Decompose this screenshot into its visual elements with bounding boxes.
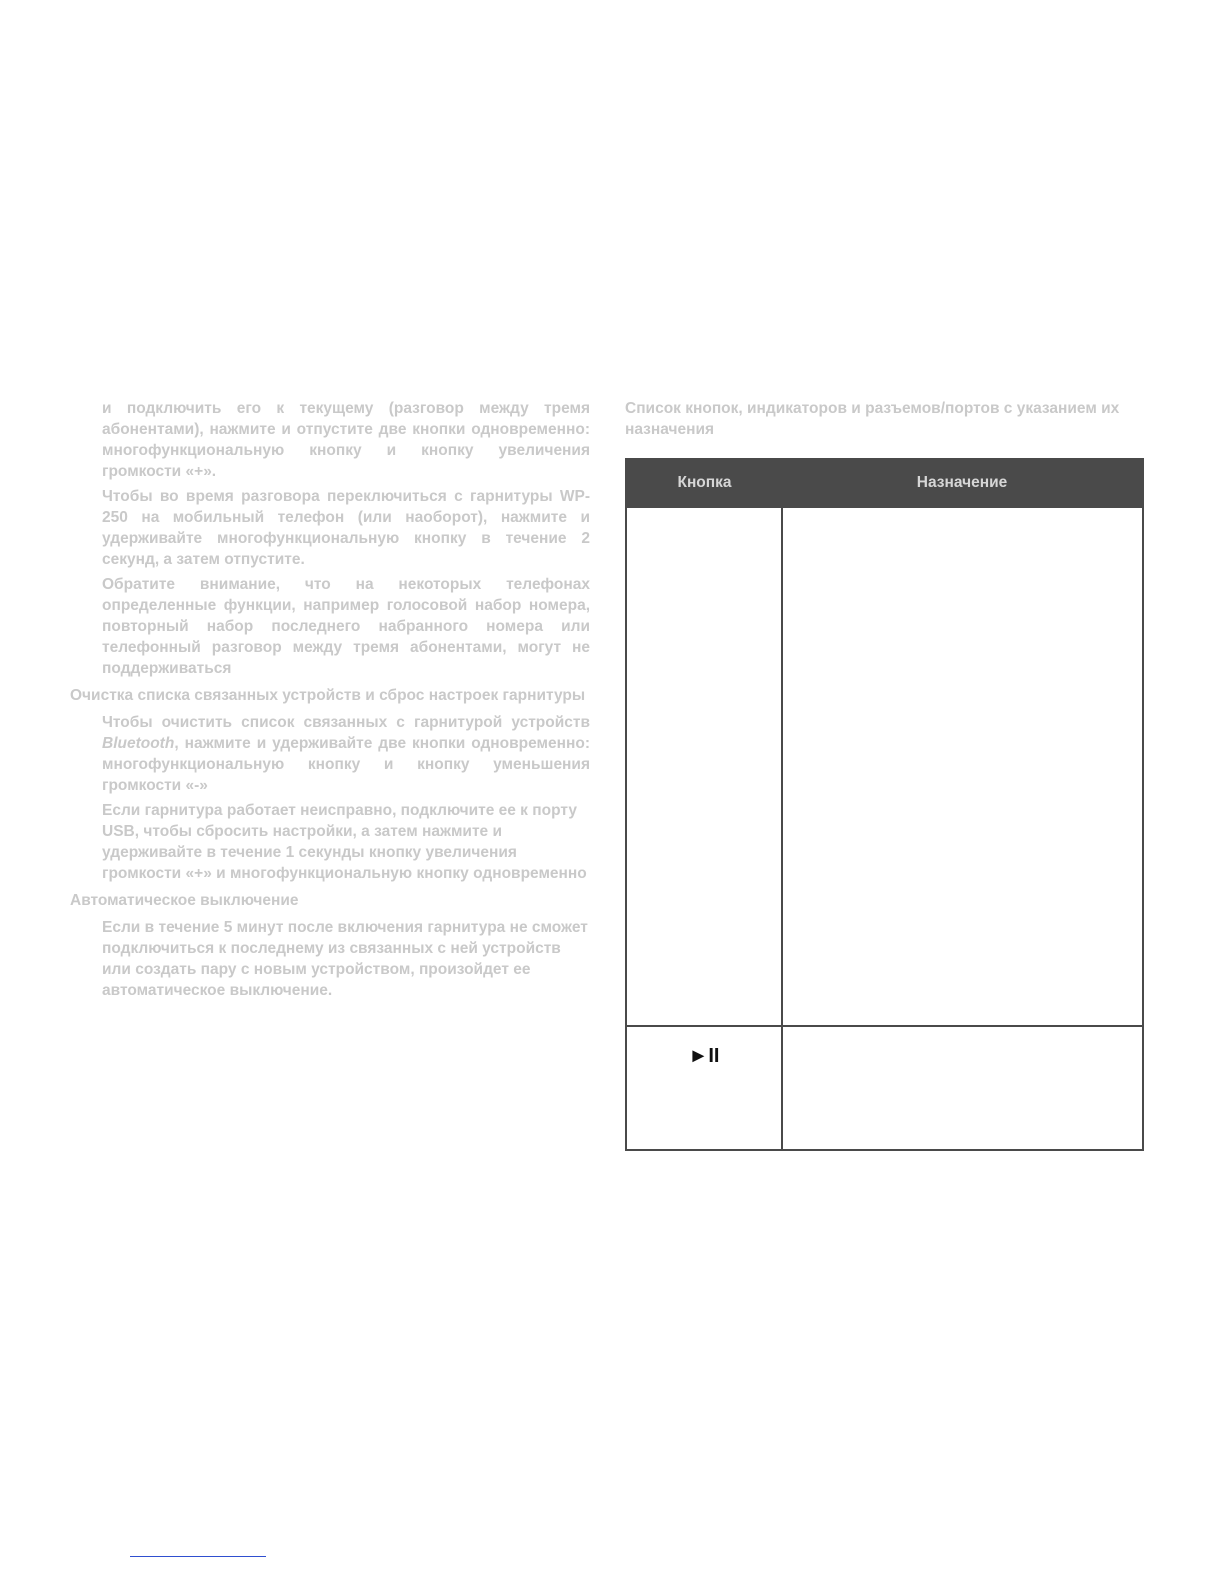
play-pause-icon: ►II	[688, 1045, 720, 1067]
footer-link-underline	[130, 1556, 266, 1557]
table-cell-purpose	[782, 1026, 1143, 1150]
clear-list-text-start: Чтобы очистить список связанных с гарнитурой устройств	[102, 714, 590, 731]
table-row	[626, 507, 1143, 1026]
paragraph-note-functions: Обратите внимание, что на некоторых телефонах определенные функции, например голосовой набор номера, повторный набор последнего набранного номера или телефонный разговор между тремя абонентами, могут не поддерживаться	[102, 576, 590, 677]
bluetooth-term: Bluetooth	[102, 735, 175, 752]
table-cell-button	[626, 507, 782, 1026]
table-cell-button	[626, 1026, 782, 1150]
table-row	[626, 1026, 1143, 1150]
buttons-table	[625, 458, 1144, 1151]
paragraph-switch-call: Чтобы во время разговора переключиться с гарнитуры WP-250 на мобильный телефон (или наоборот), нажмите и удерживайте многофункциональную кнопку в течение 2 секунд, а затем отпустите.	[102, 488, 590, 568]
buttons-list-title: Список кнопок, индикаторов и разъемов/портов с указанием их назначения	[625, 400, 1120, 438]
clear-list-text-end: , нажмите и удерживайте две кнопки одновременно: многофункциональную кнопку и кнопку уменьшения громкости «-»	[102, 735, 590, 794]
heading-clear-paired-list: Очистка списка связанных устройств и сброс настроек гарнитуры	[70, 687, 586, 704]
header-purpose: Назначение	[782, 459, 1143, 507]
paragraph-clear-list	[102, 712, 590, 796]
table-header-row	[626, 459, 1143, 507]
paragraph-conference-call: и подключить его к текущему (разговор между тремя абонентами), нажмите и отпустите две кнопки одновременно: многофункциональную кнопку и кнопку увеличения громкости «+».	[102, 400, 590, 480]
header-button: Кнопка	[626, 459, 782, 507]
paragraph-auto-power-off: Если в течение 5 минут после включения гарнитура не сможет подключиться к последнему из связанных с ней устройств или создать пару с новым устройством, произойдет ее автоматическое выключение.	[102, 919, 588, 999]
left-column	[70, 398, 590, 1005]
heading-auto-power-off: Автоматическое выключение	[70, 892, 299, 909]
paragraph-reset-settings: Если гарнитура работает неисправно, подключите ее к порту USB, чтобы сбросить настройки, а затем нажмите и удерживайте в течение 1 секунды кнопку увеличения громкости «+» и многофункциональную кнопку одновременно	[102, 802, 587, 882]
right-column	[625, 398, 1144, 1151]
table-cell-purpose	[782, 507, 1143, 1026]
